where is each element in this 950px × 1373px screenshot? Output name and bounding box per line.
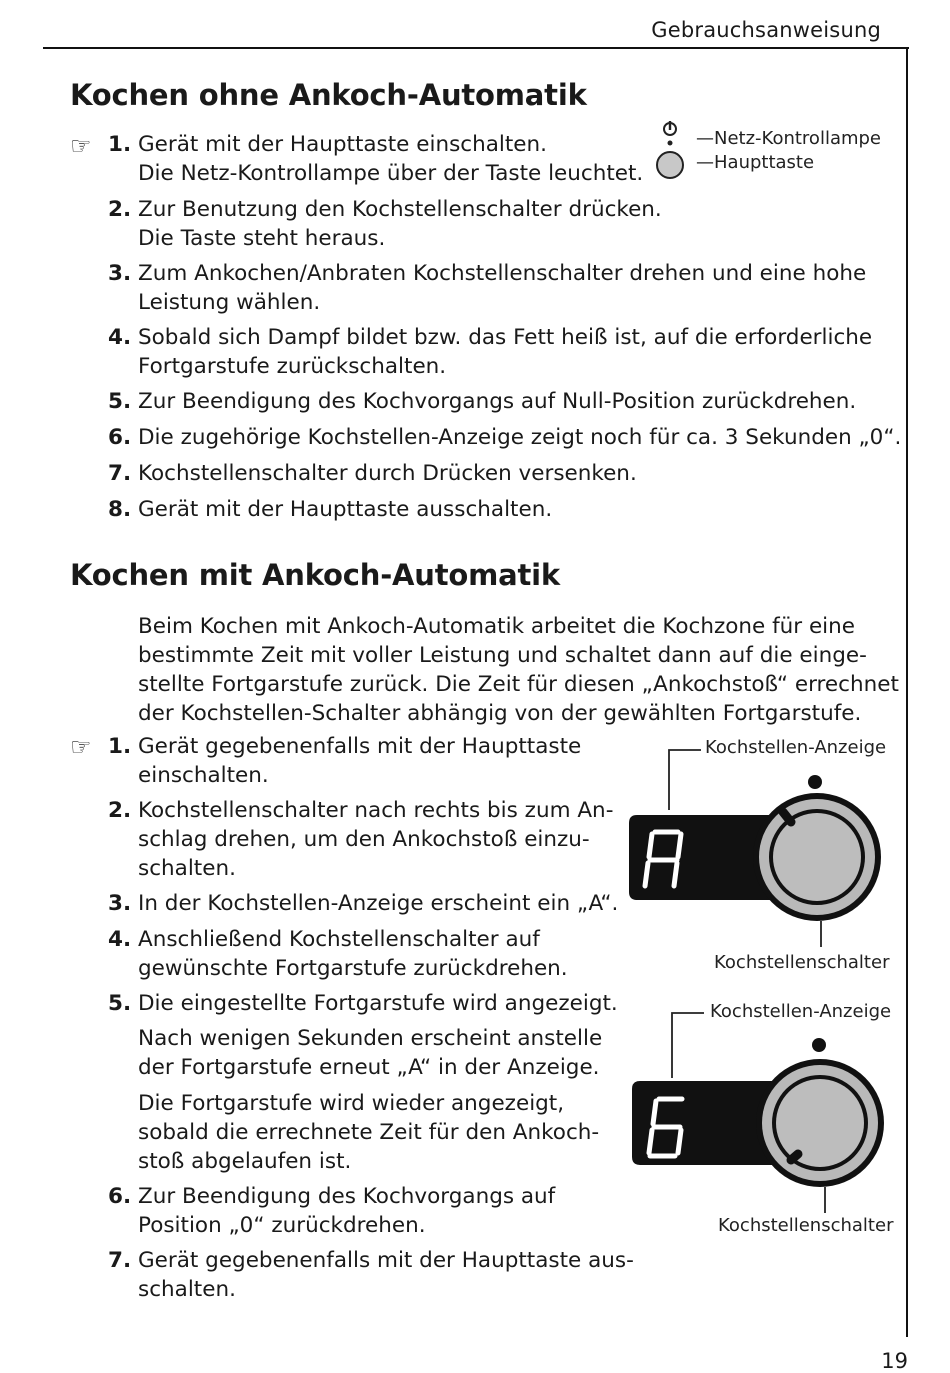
step-text-line: Zum Ankochen/Anbraten Kochstellenschalter drehen und eine hohe: [138, 261, 867, 286]
step-number: 4.: [108, 325, 132, 350]
step-number: 8.: [108, 497, 132, 522]
step-text: [138, 889, 618, 918]
step-text-line: schlag drehen, um den Ankochstoß einzu-: [138, 827, 590, 852]
step-note-line: Nach wenigen Sekunden erscheint anstelle: [138, 1026, 603, 1051]
step-text: [138, 259, 866, 317]
step-text: [138, 989, 618, 1018]
step-text: [138, 925, 568, 983]
step-number: 2.: [108, 798, 132, 823]
knob-display-diagram: [628, 1003, 898, 1243]
step-text-line: Gerät gegebenenfalls mit der Haupttaste: [138, 734, 582, 759]
step-text: [138, 423, 901, 452]
step-text: [138, 387, 856, 416]
step-number: 4.: [108, 927, 132, 952]
step-text: [138, 495, 552, 524]
intro-line: Beim Kochen mit Ankoch-Automatik arbeitet die Kochzone für eine: [138, 614, 856, 639]
step-note-line: sobald die errechnete Zeit für den Ankoch-: [138, 1120, 600, 1145]
label-knob: Kochstellenschalter: [714, 952, 890, 973]
intro-paragraph: [138, 612, 899, 728]
step-text-line: Sobald sich Dampf bildet bzw. das Fett heiß ist, auf die erforderliche: [138, 325, 873, 350]
intro-line: stellte Fortgarstufe zurück. Die Zeit für diesen „Ankochstoß“ errechnet: [138, 672, 899, 697]
step-number: 1.: [108, 132, 132, 157]
step-text-line: Kochstellenschalter durch Drücken versenken.: [138, 461, 637, 486]
step-text-line: Position „0“ zurückdrehen.: [138, 1213, 426, 1238]
label-knob: Kochstellenschalter: [718, 1215, 894, 1236]
step-text-line: Die Taste steht heraus.: [138, 226, 386, 251]
step-text: [138, 130, 643, 188]
step-text-line: Gerät gegebenenfalls mit der Haupttaste aus-: [138, 1248, 634, 1273]
step-number: 5.: [108, 389, 132, 414]
step-text-line: Kochstellenschalter nach rechts bis zum An-: [138, 798, 614, 823]
step-text-line: schalten.: [138, 856, 236, 881]
step-note: [138, 1089, 599, 1176]
label-main-button: —Haupttaste: [696, 152, 815, 173]
step-text: [138, 459, 637, 488]
step-text-line: Zur Beendigung des Kochvorgangs auf Null-Position zurückdrehen.: [138, 389, 857, 414]
step-number: 2.: [108, 197, 132, 222]
step-text: [138, 1246, 634, 1304]
pointing-hand-icon: ☞: [70, 132, 92, 160]
label-display: Kochstellen-Anzeige: [705, 737, 887, 758]
step-text-line: Gerät mit der Haupttaste ausschalten.: [138, 497, 553, 522]
step-number: 7.: [108, 461, 132, 486]
intro-line: bestimmte Zeit mit voller Leistung und schaltet dann auf die einge-: [138, 643, 867, 668]
step-number: 5.: [108, 991, 132, 1016]
step-text-line: schalten.: [138, 1277, 236, 1302]
label-power-lamp: —Netz-Kontrollampe: [696, 128, 882, 149]
step-text-line: Die Netz-Kontrollampe über der Taste leuchtet.: [138, 161, 644, 186]
header-rule: [43, 47, 909, 49]
pointing-hand-icon: ☞: [70, 733, 92, 761]
step-text-line: In der Kochstellen-Anzeige erscheint ein „A“.: [138, 891, 619, 916]
page-number: 19: [881, 1349, 908, 1373]
step-number: 7.: [108, 1248, 132, 1273]
step-text: [138, 323, 872, 381]
step-text-line: Leistung wählen.: [138, 290, 321, 315]
step-text-line: Anschließend Kochstellenschalter auf: [138, 927, 540, 952]
running-header: Gebrauchsanweisung: [651, 18, 881, 42]
step-number: 3.: [108, 261, 132, 286]
step-text-line: Die eingestellte Fortgarstufe wird angezeigt.: [138, 991, 618, 1016]
step-text: [138, 1182, 555, 1240]
step-number: 6.: [108, 1184, 132, 1209]
step-text-line: einschalten.: [138, 763, 269, 788]
step-text: [138, 195, 662, 253]
step-text-line: Zur Benutzung den Kochstellenschalter drücken.: [138, 197, 662, 222]
knob-display-diagram: [625, 740, 895, 980]
step-text: [138, 732, 581, 790]
section-title-with-auto: Kochen mit Ankoch-Automatik: [70, 558, 560, 592]
step-note-line: stoß abgelaufen ist.: [138, 1149, 352, 1174]
step-text-line: Gerät mit der Haupttaste einschalten.: [138, 132, 547, 157]
step-note-line: Die Fortgarstufe wird wieder angezeigt,: [138, 1091, 565, 1116]
margin-rule: [906, 47, 908, 1337]
step-text-line: gewünschte Fortgarstufe zurückdrehen.: [138, 956, 568, 981]
step-text-line: Zur Beendigung des Kochvorgangs auf: [138, 1184, 556, 1209]
step-note: [138, 1024, 602, 1082]
step-number: 1.: [108, 734, 132, 759]
step-number: 3.: [108, 891, 132, 916]
main-switch-button: [650, 145, 690, 185]
section-title-without-auto: Kochen ohne Ankoch-Automatik: [70, 78, 587, 112]
step-text: [138, 796, 613, 883]
step-text-line: Die zugehörige Kochstellen-Anzeige zeigt noch für ca. 3 Sekunden „0“.: [138, 425, 902, 450]
intro-line: der Kochstellen-Schalter abhängig von der gewählten Fortgarstufe.: [138, 701, 862, 726]
label-display: Kochstellen-Anzeige: [710, 1001, 892, 1022]
step-number: 6.: [108, 425, 132, 450]
step-text-line: Fortgarstufe zurückschalten.: [138, 354, 447, 379]
step-note-line: der Fortgarstufe erneut „A“ in der Anzeige.: [138, 1055, 600, 1080]
